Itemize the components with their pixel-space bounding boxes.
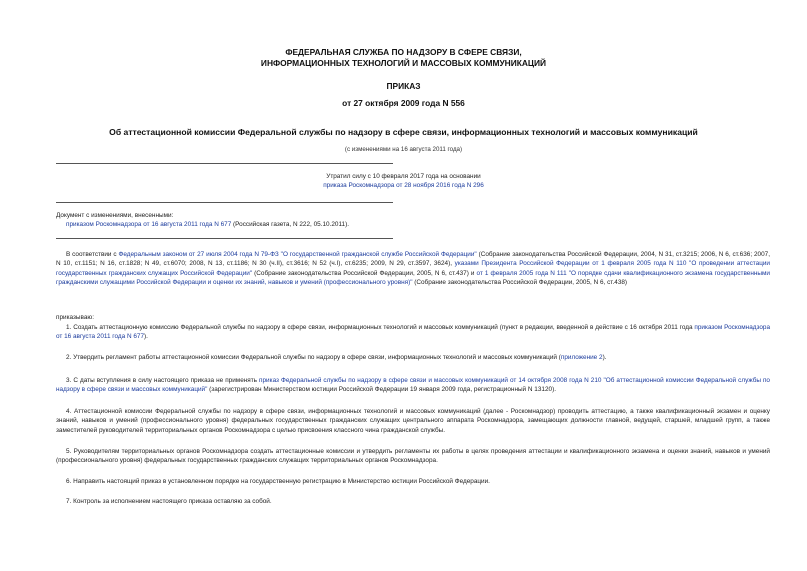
divider — [56, 238, 393, 239]
repeal-order-link[interactable]: приказа Роскомнадзора от 28 ноября 2016 года N 296 — [323, 182, 484, 189]
order-item-2 — [56, 353, 770, 362]
order-item-4: 4. Аттестационной комиссии Федеральной службы по надзору в сфере связи, информационных технологий и массовых коммуникаций (далее - Роскомнадзор) проводить аттестацию, а также квалификационный экзамен и оценку знаний, навыков и умений (профессионального уровня) федеральных государственных гражданских служащих центрального аппарата Роскомнадзора, замещающих должности главной, ведущей, старшей, младшей групп, а также заместителей руководителей территориальных органов Роскомнадзора с целью присвоения классного чина гражданской службы. — [56, 408, 770, 434]
item-text: 1. Создать аттестационную комиссию Федеральной службы по надзору в сфере связи, информационных технологий и массовых коммуникаций (пункт в редакции, введенной в действие с 16 октября 2011 года — [66, 324, 695, 331]
preamble-text: (Собрание законодательства Российской Федерации, 2004, N 31, ст.3215; 2006, N 6, ст.636; 2007, N 10, ст.1151; N 16, ст.1828; N 49, ст.6070; 2008, N 13, ст.1186; N 30 (ч.II), ст.3616; N 52 (ч.I), ст.6235; 2009, N 29, ст.3597, 3624), — [56, 251, 770, 268]
previous-order-link[interactable]: приказ Федеральной службы по надзору в сфере связи и массовых коммуникаций от 14 октября 2008 года N 210 "Об аттестационной комиссии Федеральной службы по надзору в сфере связи и массовых коммуникаций" — [56, 377, 770, 394]
item-text: 2. Утвердить регламент работы аттестационной комиссии Федеральной службы по надзору в сфере связи, информационных технологий и массовых коммуникаций ( — [66, 354, 561, 361]
preamble-text: (Собрание законодательства Российской Федерации, 2005, N 6, ст.438) — [412, 278, 628, 286]
order-heading: ПРИКАЗ — [386, 81, 421, 91]
document-title: Об аттестационной комиссии Федеральной службы по надзору в сфере связи, информационных технологий и массовых коммуникаций — [109, 127, 698, 137]
divider — [56, 202, 393, 203]
order-item-6: 6. Направить настоящий приказ в установленном порядке на государственную регистрацию в Министерство юстиции Российской Федерации. — [66, 478, 490, 485]
changes-note — [56, 211, 656, 229]
item-text: (зарегистрирован Министерством юстиции Российской Федерации 19 января 2009 года, регистрационный N 13120). — [207, 386, 556, 394]
preamble-text: В соответствии с — [66, 251, 119, 258]
edition-note: (с изменениями на 16 августа 2011 года) — [344, 146, 463, 153]
agency-line-2: ИНФОРМАЦИОННЫХ ТЕХНОЛОГИЙ И МАССОВЫХ КОММУНИКАЦИЙ — [260, 58, 547, 68]
federal-law-link[interactable]: Федеральным законом от 27 июля 2004 года N 79-ФЗ "О государственной гражданской службе Российской Федерации" — [118, 251, 477, 258]
item-text: ). — [602, 354, 607, 361]
amendment-order-link[interactable]: приказом Роскомнадзора от 16 августа 2011 года N 677 — [66, 221, 232, 228]
status-line: Утратил силу с 10 февраля 2017 года на основании — [326, 173, 481, 180]
presidential-decree-111-link[interactable]: от 1 февраля 2005 года N 111 "О порядке сдачи квалификационного экзамена государственными гражданскими служащими Российской Федерации и оценки их знаний, навыков и умений (профессионального уровня)" — [56, 269, 770, 286]
orders-label: приказываю: — [56, 314, 94, 321]
agency-name — [0, 47, 807, 69]
divider — [56, 163, 393, 164]
order-item-3 — [56, 376, 770, 395]
presidential-decree-110-link[interactable]: указами Президента Российской Федерации от 1 февраля 2005 года N 110 "О проведении аттестации государственных гражданских служащих Российской Федерации" — [56, 260, 770, 277]
order-item-7: 7. Контроль за исполнением настоящего приказа оставляю за собой. — [66, 498, 272, 505]
preamble-paragraph — [56, 250, 770, 287]
appendix-2-link[interactable]: приложение 2 — [560, 354, 603, 361]
changes-label: Документ с изменениями, внесенными: — [56, 212, 174, 219]
agency-line-1: ФЕДЕРАЛЬНАЯ СЛУЖБА ПО НАДЗОРУ В СФЕРЕ СВЯЗИ, — [285, 47, 522, 57]
amendment-order-link[interactable]: приказом Роскомнадзора от 16 августа 2011 года N 677 — [56, 324, 770, 341]
item-text: ). — [144, 333, 148, 341]
order-date: от 27 октября 2009 года N 556 — [342, 98, 465, 108]
order-item-5: 5. Руководителям территориальных органов Роскомнадзора создать аттестационные комиссии и утвердить регламенты их работы в целях проведения аттестации и квалификационного экзамена и оценки знаний, навыков и умений (профессионального уровня) федеральных государственных гражданских служащих территориальных органов Роскомнадзора. — [56, 448, 770, 465]
item-text: 3. С даты вступления в силу настоящего приказа не применять — [66, 377, 260, 384]
order-item-1 — [56, 323, 770, 342]
preamble-text: (Собрание законодательства Российской Федерации, 2005, N 6, ст.437) и — [252, 269, 477, 277]
status-note — [0, 172, 807, 190]
changes-source: (Российская газета, N 222, 05.10.2011). — [231, 221, 350, 228]
